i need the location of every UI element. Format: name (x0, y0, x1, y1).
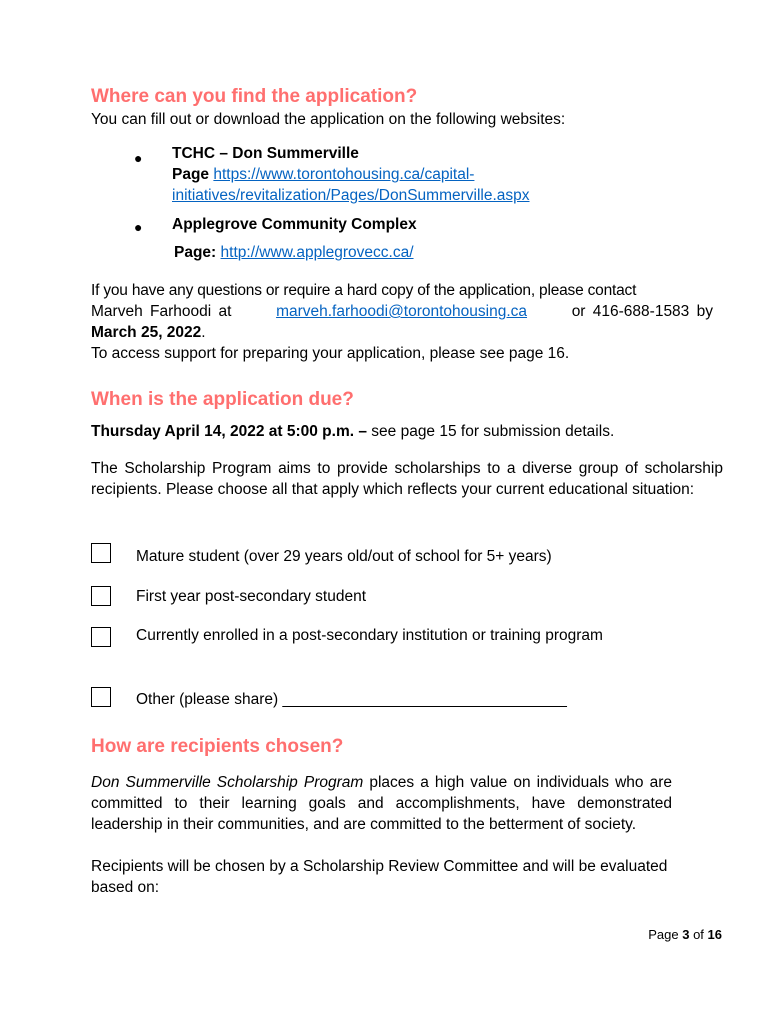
find-application-intro: You can fill out or download the application on the following websites: (91, 111, 566, 128)
page-total: 16 (707, 927, 722, 942)
checkbox-mature-student[interactable] (91, 543, 111, 563)
contact-pre: Marveh Farhoodi at (91, 303, 232, 320)
checkbox-other[interactable] (91, 687, 111, 707)
applegrove-page-label: Page: (174, 244, 217, 261)
bullet-icon: ● (134, 150, 143, 166)
section-heading-recipients: How are recipients chosen? (91, 736, 344, 757)
checkbox-first-year[interactable] (91, 586, 111, 606)
contact-post: or 416-688-1583 by (571, 303, 713, 320)
page-current: 3 (682, 927, 690, 942)
option-first-year: First year post-secondary student (136, 588, 367, 605)
section-heading-due: When is the application due? (91, 389, 354, 410)
tchc-title: TCHC – Don Summerville (172, 145, 359, 162)
applegrove-link[interactable]: http://www.applegrovecc.ca/ (220, 244, 414, 261)
page-of: of (693, 927, 704, 942)
recipients-paragraph2: Recipients will be chosen by a Scholarship Review Committee and will be evaluated based on: (91, 858, 668, 896)
contact-email-link[interactable]: marveh.farhoodi@torontohousing.ca (276, 303, 528, 320)
due-date-line (91, 421, 614, 442)
recipients-paragraph1 (91, 772, 672, 835)
checkbox-currently-enrolled[interactable] (91, 627, 111, 647)
support-note: To access support for preparing your application, please see page 16. (91, 345, 570, 362)
applegrove-title: Applegrove Community Complex (172, 216, 417, 233)
tchc-link-part1[interactable]: https://www.torontohousing.ca/capital- (213, 166, 475, 183)
contact-line1: If you have any questions or require a hard copy of the application, please contact (91, 282, 637, 299)
tchc-link-line2 (172, 185, 530, 206)
tchc-page-label: Page (172, 166, 210, 183)
tchc-link-part2[interactable]: initiatives/revitalization/Pages/DonSummerville.aspx (172, 187, 530, 204)
option-other: Other (please share) _________________________________ (136, 691, 567, 708)
due-date-rest: see page 15 for submission details. (366, 423, 615, 440)
applegrove-page-line (174, 242, 414, 263)
option-mature-student: Mature student (over 29 years old/out of school for 5+ years) (136, 548, 552, 565)
recipients-paragraph1-rest: places a high value on individuals who are committed to their learning goals and accomplishments, have demonstrated leadership in their communities, and are committed to the betterment of society. (91, 774, 672, 833)
contact-deadline-line: March 25, 2022. (91, 324, 206, 341)
program-name: Don Summerville Scholarship Program (91, 774, 364, 791)
bullet-icon: ● (134, 219, 143, 235)
page-number (648, 927, 722, 942)
page-word: Page (648, 927, 679, 942)
option-currently-enrolled: Currently enrolled in a post-secondary institution or training program (136, 627, 603, 644)
contact-line2 (91, 301, 713, 322)
section-heading-find-application: Where can you find the application? (91, 86, 418, 107)
contact-deadline: March 25, 2022 (91, 324, 202, 341)
program-description: The Scholarship Program aims to provide scholarships to a diverse group of scholarship recipients. Please choose all that apply which reflects your current educational situation: (91, 460, 723, 498)
due-date: Thursday April 14, 2022 at 5:00 p.m. – (91, 423, 367, 440)
tchc-page-line (172, 164, 474, 185)
